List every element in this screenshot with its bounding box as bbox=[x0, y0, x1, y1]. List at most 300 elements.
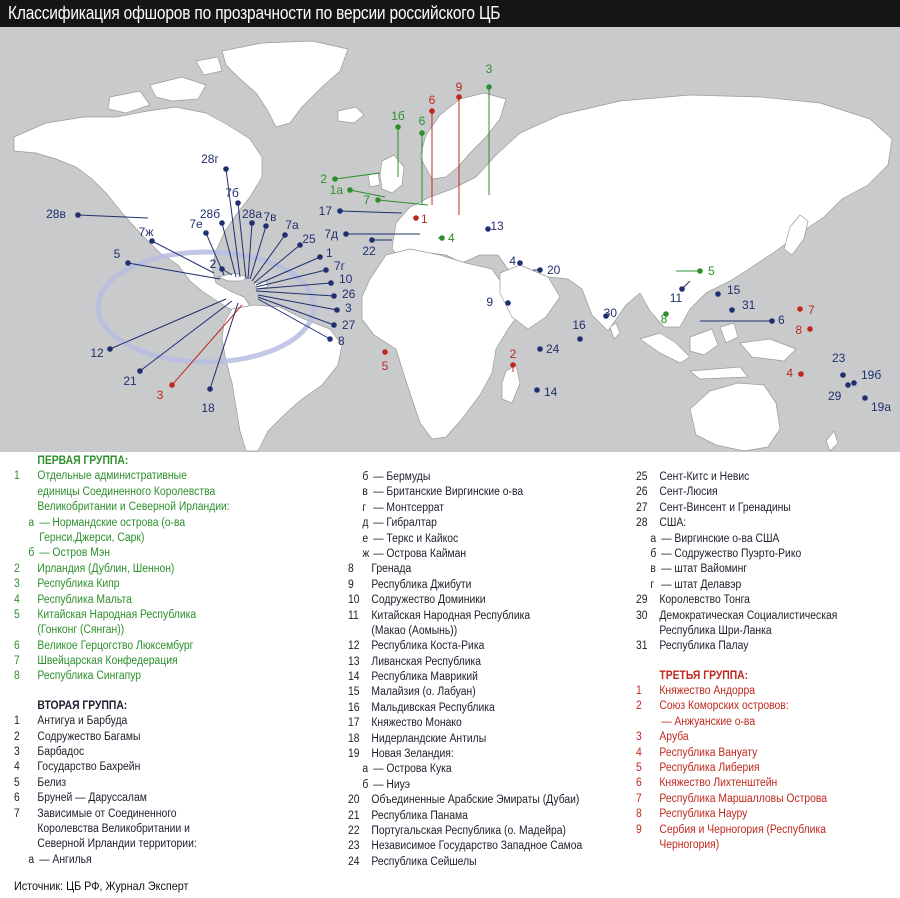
map-label: 2 bbox=[509, 347, 517, 361]
legend-item-text: — Бермуды bbox=[373, 471, 431, 483]
legend-item-text: Мальдивская Республика bbox=[371, 701, 495, 714]
map-label: 30 bbox=[603, 306, 617, 320]
map-label: 7б bbox=[225, 186, 239, 200]
legend-item-text: Государство Бахрейн bbox=[37, 761, 141, 774]
map-label: 12 bbox=[90, 346, 104, 360]
marker-dot bbox=[429, 108, 435, 114]
map-label: 7е bbox=[189, 217, 203, 231]
map-label: 5 bbox=[113, 247, 121, 261]
map-label: 9 bbox=[486, 295, 493, 309]
legend-item-number: а bbox=[650, 532, 657, 545]
legend-item-number: ж bbox=[362, 547, 370, 560]
marker-dot bbox=[235, 200, 241, 206]
legend-item bbox=[636, 823, 826, 838]
marker-dot bbox=[517, 260, 523, 266]
legend-item bbox=[14, 714, 128, 729]
map-label: 1а bbox=[329, 183, 343, 197]
legend-item-number: 5 bbox=[14, 608, 20, 621]
legend-item-number: 27 bbox=[636, 501, 648, 514]
legend-spacer bbox=[14, 685, 128, 699]
legend-item bbox=[636, 578, 748, 593]
legend-item bbox=[636, 715, 756, 730]
legend-item bbox=[636, 470, 748, 485]
marker-dot bbox=[537, 267, 543, 273]
legend-item-text: Республика Вануату bbox=[659, 746, 758, 759]
map-label: 5 bbox=[381, 359, 389, 373]
world-map bbox=[0, 27, 900, 452]
legend-item bbox=[636, 792, 828, 807]
legend-item bbox=[14, 516, 186, 531]
legend-item-text: — Виргинские о-ва США bbox=[661, 532, 780, 545]
legend-item-text: Королевство Тонга bbox=[659, 594, 750, 607]
legend-item-number: 4 bbox=[636, 746, 642, 759]
map-label: 3 bbox=[485, 62, 493, 76]
map-label: 22 bbox=[362, 244, 376, 258]
legend-item-text: Сент-Люсия bbox=[659, 486, 718, 499]
map-label: 27 bbox=[342, 318, 356, 332]
marker-dot bbox=[840, 372, 846, 378]
legend-item-text: Великое Герцогство Люксембург bbox=[37, 639, 194, 652]
legend-item-number: 7 bbox=[636, 792, 642, 805]
legend-item-text: — штат Делавэр bbox=[661, 578, 742, 591]
legend-item-number: 1 bbox=[14, 715, 20, 728]
map-label: 7 bbox=[808, 303, 815, 317]
map-label: 19а bbox=[871, 400, 892, 414]
marker-dot bbox=[375, 197, 381, 203]
legend-item-number: 5 bbox=[636, 762, 642, 775]
map-label: 23 bbox=[832, 351, 846, 365]
legend-item-text: Республика Шри-Ланка bbox=[659, 624, 772, 637]
marker-dot bbox=[327, 336, 333, 342]
legend-item-text: Республика Маврикий bbox=[371, 671, 478, 684]
map-label: 21 bbox=[123, 374, 137, 388]
legend-item-number: 5 bbox=[14, 776, 20, 789]
legend-item-text: Княжество Монако bbox=[371, 717, 462, 730]
legend-item-number: 10 bbox=[348, 594, 360, 607]
legend-item bbox=[14, 669, 142, 684]
legend-item-number: е bbox=[362, 532, 369, 545]
map-label: 7ж bbox=[138, 225, 154, 239]
marker-dot bbox=[851, 380, 857, 386]
legend-item-text: Аруба bbox=[659, 731, 689, 744]
legend-item-number: 3 bbox=[14, 746, 20, 759]
legend-item-text: Сербия и Черногория (Республика bbox=[659, 823, 826, 836]
map-label: 7г bbox=[334, 259, 346, 273]
legend-item-number: б bbox=[28, 547, 35, 560]
legend-item-text: Китайская Народная Республика bbox=[371, 609, 531, 622]
legend-item-text: Королевства Великобритании и bbox=[37, 822, 190, 835]
legend-item-text: Республика Коста-Рика bbox=[371, 640, 485, 653]
marker-dot bbox=[334, 307, 340, 313]
legend-item-text: Республика Палау bbox=[659, 640, 749, 653]
marker-dot bbox=[697, 268, 703, 274]
legend-item bbox=[636, 761, 760, 776]
marker-dot bbox=[125, 260, 131, 266]
map-label: 4 bbox=[509, 254, 516, 268]
legend-item-number: 4 bbox=[14, 593, 20, 606]
legend-item-text: Гренада bbox=[371, 563, 412, 576]
legend-item-number: 6 bbox=[14, 639, 20, 652]
legend-item-text: Республика Сейшелы bbox=[371, 855, 477, 868]
legend-item-text: Республика Сингапур bbox=[37, 670, 142, 683]
legend-item-number: 9 bbox=[348, 578, 354, 591]
map-label: 8 bbox=[338, 334, 345, 348]
legend-item-text: Республика Науру bbox=[659, 808, 748, 821]
legend-item-number: 25 bbox=[636, 471, 648, 483]
legend-item-text: Черногория) bbox=[659, 838, 720, 851]
legend-item-number: 23 bbox=[348, 840, 360, 853]
marker-dot bbox=[395, 124, 401, 130]
map-label: 14 bbox=[544, 385, 558, 399]
map-label: 7д bbox=[324, 227, 338, 241]
map-label: 17 bbox=[318, 204, 332, 218]
legend-item bbox=[14, 593, 132, 608]
legend-item-number: 22 bbox=[348, 824, 360, 837]
legend-item-number: 20 bbox=[348, 794, 360, 807]
marker-dot bbox=[328, 280, 334, 286]
map-label: 13 bbox=[490, 219, 504, 233]
marker-dot bbox=[486, 84, 492, 90]
marker-dot bbox=[577, 336, 583, 342]
legend-item-number: а bbox=[362, 763, 369, 776]
legend-item-text: Республика Маршалловы Острова bbox=[659, 792, 828, 805]
legend-item-number: 21 bbox=[348, 809, 360, 822]
page-title: Классификация офшоров по прозрачности по версии российского ЦБ bbox=[8, 3, 501, 23]
legend-item-text: Зависимые от Соединенного bbox=[37, 807, 177, 820]
marker-dot bbox=[439, 235, 445, 241]
legend-item bbox=[636, 485, 748, 500]
legend-item bbox=[14, 837, 197, 852]
legend-item-text: — Содружество Пуэрто-Рико bbox=[661, 547, 802, 560]
legend-item-number: в bbox=[650, 563, 656, 576]
legend-item-text: Содружество Доминики bbox=[371, 594, 486, 607]
legend-item bbox=[636, 609, 838, 624]
map-label: 1 bbox=[326, 246, 333, 260]
legend-item bbox=[636, 746, 758, 761]
marker-dot bbox=[263, 223, 269, 229]
marker-dot bbox=[317, 254, 323, 260]
legend-group-heading: ТРЕТЬЯ ГРУППА: bbox=[659, 669, 749, 682]
legend-item-text: Независимое Государство Западное Самоа bbox=[371, 840, 583, 853]
legend-item-number: 8 bbox=[636, 808, 642, 821]
marker-dot bbox=[807, 326, 813, 332]
legend-item-text: Демократическая Социалистическая bbox=[659, 609, 838, 622]
legend-item bbox=[636, 593, 748, 608]
legend-item-text: Великобритании и Северной Ирландии: bbox=[37, 501, 230, 514]
legend-item bbox=[14, 546, 128, 561]
map-label: 25 bbox=[302, 232, 316, 246]
map-label: 3 bbox=[345, 301, 352, 315]
legend-item bbox=[636, 547, 802, 562]
legend-item-text: Антигуа и Барбуда bbox=[37, 715, 128, 728]
legend-item-number: 12 bbox=[348, 640, 360, 653]
marker-dot bbox=[332, 176, 338, 182]
map-label: 6 bbox=[778, 313, 785, 327]
legend-item bbox=[14, 577, 128, 592]
legend-item-text: — Теркс и Кайкос bbox=[373, 532, 459, 545]
legend-item-number: 8 bbox=[348, 563, 354, 576]
marker-dot bbox=[845, 382, 851, 388]
legend-item-text: — штат Вайоминг bbox=[661, 563, 748, 576]
map-label: 2 bbox=[209, 257, 217, 271]
map-label: 10 bbox=[339, 272, 353, 286]
legend-item-text: Содружество Багамы bbox=[37, 730, 141, 743]
marker-dot bbox=[505, 300, 511, 306]
legend-item-number: 3 bbox=[636, 731, 642, 744]
legend-item-text: Гернси,Джерси, Сарк) bbox=[39, 531, 145, 544]
marker-dot bbox=[331, 322, 337, 328]
marker-dot bbox=[862, 395, 868, 401]
legend-item-number: 30 bbox=[636, 609, 648, 622]
legend-item-text: Союз Коморских островов: bbox=[659, 700, 789, 713]
legend-item-number: 4 bbox=[14, 761, 20, 774]
legend-item-text: Северной Ирландии территории: bbox=[37, 838, 197, 851]
legend-item-number: д bbox=[362, 517, 369, 530]
map-label: 7а bbox=[285, 218, 299, 232]
marker-dot bbox=[223, 166, 229, 172]
marker-dot bbox=[343, 231, 349, 237]
map-label: 7 bbox=[363, 193, 370, 207]
legend-item-number: б bbox=[650, 547, 657, 560]
legend-item-number: 1 bbox=[636, 685, 642, 698]
legend-column-3 bbox=[636, 470, 838, 853]
legend-item-number: 16 bbox=[348, 701, 360, 714]
legend-item bbox=[14, 608, 197, 623]
legend-item-number: 2 bbox=[14, 730, 20, 743]
map-label: 3 bbox=[156, 388, 164, 402]
legend-item bbox=[14, 562, 175, 577]
map-label: 6 bbox=[418, 114, 426, 128]
legend-spacer bbox=[636, 655, 748, 669]
map-label: 5 bbox=[708, 264, 715, 278]
map-label: 28в bbox=[46, 207, 66, 221]
marker-dot bbox=[137, 368, 143, 374]
legend-item-text: Объединенные Арабские Эмираты (Дубаи) bbox=[371, 794, 580, 807]
map-label: 29 bbox=[828, 389, 842, 403]
map-label: 18 bbox=[201, 401, 215, 415]
map-label: 4 bbox=[448, 231, 455, 245]
map-label: 9 bbox=[455, 80, 463, 94]
legend-item bbox=[636, 501, 791, 516]
marker-dot bbox=[169, 382, 175, 388]
legend-item bbox=[14, 654, 178, 669]
marker-dot bbox=[203, 230, 209, 236]
legend-item bbox=[14, 485, 216, 500]
legend-item bbox=[14, 623, 128, 638]
title-bar bbox=[0, 0, 900, 27]
marker-dot bbox=[75, 212, 81, 218]
legend-item-text: Бруней — Даруссалам bbox=[37, 792, 147, 805]
map-label: 20 bbox=[547, 263, 561, 277]
marker-dot bbox=[382, 349, 388, 355]
legend-item bbox=[636, 699, 789, 714]
legend-item-text: (Гонконг (Сянган)) bbox=[37, 624, 125, 637]
legend-item-text: Княжество Андорра bbox=[659, 685, 756, 698]
legend-item bbox=[14, 760, 141, 775]
legend-item-number: 6 bbox=[14, 792, 20, 805]
legend-item-text: Португальская Республика (о. Мадейра) bbox=[371, 824, 566, 837]
legend-item-number: 7 bbox=[14, 807, 20, 820]
legend-item bbox=[636, 684, 756, 699]
legend-group-heading: ВТОРАЯ ГРУППА: bbox=[37, 699, 128, 712]
legend-item-text: Малайзия (о. Лабуан) bbox=[371, 686, 476, 699]
marker-dot bbox=[797, 306, 803, 312]
map-label: 8 bbox=[795, 323, 802, 337]
legend-item-number: 8 bbox=[14, 670, 20, 683]
map-label: 19б bbox=[861, 368, 882, 382]
legend-item-text: единицы Соединенного Королевства bbox=[37, 485, 216, 498]
map-label: 2 bbox=[320, 172, 327, 186]
marker-dot bbox=[347, 187, 353, 193]
marker-dot bbox=[149, 238, 155, 244]
legend-item-number: 31 bbox=[636, 640, 648, 653]
legend-item-number: 15 bbox=[348, 686, 360, 699]
legend-item-text: Княжество Лихтенштейн bbox=[659, 777, 778, 790]
legend-item bbox=[14, 776, 128, 791]
legend-item-text: — Ниуэ bbox=[373, 778, 411, 791]
legend-item bbox=[636, 807, 748, 822]
legend-item bbox=[636, 730, 748, 745]
marker-dot bbox=[456, 94, 462, 100]
map-label: 31 bbox=[742, 298, 756, 312]
legend-item bbox=[636, 516, 748, 531]
legend-item-text: — Монтсеррат bbox=[373, 501, 444, 514]
marker-dot bbox=[419, 130, 425, 136]
map-label: 15 bbox=[727, 283, 741, 297]
legend-item-text: — Остров Мэн bbox=[39, 547, 111, 560]
legend-item-text: США: bbox=[659, 517, 687, 530]
map-label: 1б bbox=[391, 109, 405, 123]
map-label: 24 bbox=[546, 342, 560, 356]
legend-item bbox=[636, 624, 772, 639]
marker-dot bbox=[798, 371, 804, 377]
marker-dot bbox=[331, 293, 337, 299]
legend-group-heading: ПЕРВАЯ ГРУППА: bbox=[37, 455, 129, 467]
legend-item-number: 28 bbox=[636, 517, 648, 530]
legend-item-number: 3 bbox=[14, 578, 20, 591]
legend-item-number: 26 bbox=[636, 486, 648, 499]
marker-dot bbox=[534, 387, 540, 393]
legend-item-number: 2 bbox=[636, 700, 642, 713]
map-label: 28г bbox=[201, 152, 219, 166]
legend-item bbox=[14, 745, 128, 760]
legend-item-text: Республика Мальта bbox=[37, 593, 132, 606]
legend-item bbox=[14, 531, 145, 546]
legend-item-number: г bbox=[362, 501, 367, 514]
legend-item bbox=[14, 822, 190, 837]
legend-item bbox=[636, 838, 748, 853]
marker-dot bbox=[337, 208, 343, 214]
legend-item-text: — Анжуанские о-ва bbox=[661, 715, 756, 728]
marker-dot bbox=[369, 237, 375, 243]
legend-item bbox=[14, 807, 177, 822]
legend-item-text: Нидерландские Антилы bbox=[371, 732, 487, 745]
legend-item-text: — Нормандские острова (о-ва bbox=[39, 516, 186, 529]
legend-item-text: Республика Джибути bbox=[371, 578, 472, 591]
legend-item-number: 29 bbox=[636, 594, 648, 607]
marker-dot bbox=[413, 215, 419, 221]
map-label: 11 bbox=[669, 291, 683, 305]
marker-dot bbox=[249, 220, 255, 226]
legend-item-text: (Макао (Аомынь)) bbox=[371, 624, 458, 637]
legend-item-text: Республика Кипр bbox=[37, 578, 120, 591]
legend-item-text: — Гибралтар bbox=[373, 517, 437, 530]
marker-dot bbox=[769, 318, 775, 324]
legend-item-number: 1 bbox=[14, 470, 20, 483]
legend-item bbox=[14, 639, 194, 654]
marker-dot bbox=[282, 232, 288, 238]
map-label: 1 bbox=[421, 212, 428, 226]
legend-item-text: Швейцарская Конфедерация bbox=[37, 655, 178, 668]
legend-item-text: Сент-Китс и Невис bbox=[659, 471, 750, 483]
map-label: 28б bbox=[199, 207, 221, 221]
legend-item-number: 24 bbox=[348, 855, 360, 868]
legend-item-text: Ирландия (Дублин, Шеннон) bbox=[37, 562, 175, 575]
legend-item bbox=[14, 469, 187, 484]
legend-item-text: — Ангилья bbox=[39, 853, 92, 866]
legend-column-1 bbox=[14, 454, 230, 868]
map-label: 7в bbox=[263, 210, 277, 224]
legend-item-number: б bbox=[362, 471, 369, 483]
legend-item-text: Китайская Народная Республика bbox=[37, 608, 197, 621]
legend-item-text: — Острова Кука bbox=[373, 763, 452, 776]
map-label: 6 bbox=[428, 93, 436, 107]
marker-dot bbox=[729, 307, 735, 313]
map-label: 4 bbox=[786, 366, 793, 380]
marker-dot bbox=[219, 266, 225, 272]
legend-item-text: Республика Либерия bbox=[659, 762, 760, 775]
map-label: 8 bbox=[660, 312, 668, 326]
legend-item-number: 6 bbox=[636, 777, 642, 790]
legend-item-number: 11 bbox=[348, 609, 359, 622]
legend-item-number: 13 bbox=[348, 655, 360, 668]
map-label: 26 bbox=[342, 287, 356, 301]
legend-item bbox=[14, 730, 141, 745]
legend-item bbox=[636, 532, 780, 547]
legend-item-number: 18 bbox=[348, 732, 360, 745]
marker-dot bbox=[219, 220, 225, 226]
legend-item bbox=[14, 853, 128, 868]
marker-dot bbox=[323, 267, 329, 273]
marker-dot bbox=[715, 291, 721, 297]
legend-item-number: г bbox=[650, 578, 655, 591]
legend-item-number: а bbox=[28, 516, 35, 529]
legend-item bbox=[636, 562, 748, 577]
legend-item bbox=[14, 791, 147, 806]
legend-item-text: Барбадос bbox=[37, 746, 85, 759]
legend-item-number: а bbox=[28, 853, 35, 866]
legend-item-number: 19 bbox=[348, 748, 360, 761]
legend-item-text: Новая Зеландия: bbox=[371, 748, 454, 761]
legend-item-text: Отдельные административные bbox=[37, 470, 187, 483]
legend-item-text: — Острова Кайман bbox=[373, 547, 467, 560]
legend-item-text: Белиз bbox=[37, 776, 67, 789]
map-label: 28а bbox=[241, 207, 263, 221]
legend-item-text: Сент-Винсент и Гренадины bbox=[659, 501, 791, 514]
legend-item bbox=[14, 500, 230, 515]
map-label: 16 bbox=[572, 318, 586, 332]
marker-dot bbox=[107, 346, 113, 352]
legend-item bbox=[636, 639, 748, 654]
legend-item-number: 2 bbox=[14, 562, 20, 575]
legend-item-number: в bbox=[362, 486, 368, 499]
legend-item-number: 9 bbox=[636, 823, 642, 836]
legend-item-number: б bbox=[362, 778, 369, 791]
legend-item-number: 17 bbox=[348, 717, 360, 730]
marker-dot bbox=[537, 346, 543, 352]
legend-item-text: Ливанская Республика bbox=[371, 655, 482, 668]
legend-item-text: Республика Панама bbox=[371, 809, 468, 822]
